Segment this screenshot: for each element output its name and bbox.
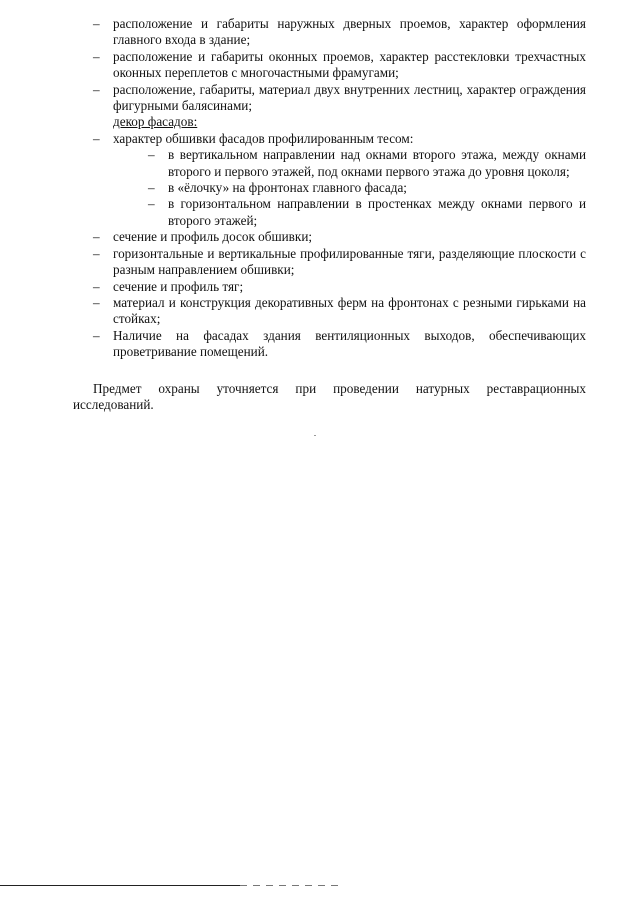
protection-subject-list <box>93 16 586 361</box>
footer-dashed-line <box>240 885 340 886</box>
list-item-moulding-profile: – сечение и профиль тяг; <box>93 279 586 295</box>
sublist-item-horizontal: – в горизонтальном направлении в простенках между окнами первого и второго этажей; <box>113 196 586 229</box>
section-heading-facade-decor: декор фасадов: <box>113 114 198 130</box>
closing-paragraph: Предмет охраны уточняется при проведении натурных реставрационных исследований. <box>73 381 586 413</box>
list-item-staircases: – расположение, габариты, материал двух внутренних лестниц, характер ограждения фигурными балясинами; <box>93 82 586 115</box>
list-item-decorative-trusses: – материал и конструкция декоративных ферм на фронтонах с резными гирьками на стойках; <box>93 295 586 328</box>
list-item-cladding <box>93 131 586 229</box>
sublist-item-herringbone: – в «ёлочку» на фронтонах главного фасада; <box>113 180 586 196</box>
list-item-board-profile: – сечение и профиль досок обшивки; <box>93 229 586 245</box>
scan-speck <box>314 435 316 436</box>
cladding-sublist <box>113 147 586 229</box>
list-item-door-openings: – расположение и габариты наружных дверных проемов, характер оформления главного входа в здание; <box>93 16 586 49</box>
list-item-window-openings: – расположение и габариты оконных проемов, характер расстекловки трехчастных оконных переплетов с многочастными фрамугами; <box>93 49 586 82</box>
sublist-item-vertical: – в вертикальном направлении над окнами второго этажа, между окнами второго и первого этажей, под окнами первого этажа до уровня цоколя; <box>113 147 586 180</box>
list-item-profiled-mouldings: – горизонтальные и вертикальные профилированные тяги, разделяющие плоскости с разным направлением обшивки; <box>93 246 586 279</box>
cladding-item-text: характер обшивки фасадов профилированным тесом: <box>113 130 414 146</box>
list-item-ventilation-outlets: – Наличие на фасадах здания вентиляционных выходов, обеспечивающих проветривание помещений. <box>93 328 586 361</box>
footer-rule-line <box>0 885 240 886</box>
